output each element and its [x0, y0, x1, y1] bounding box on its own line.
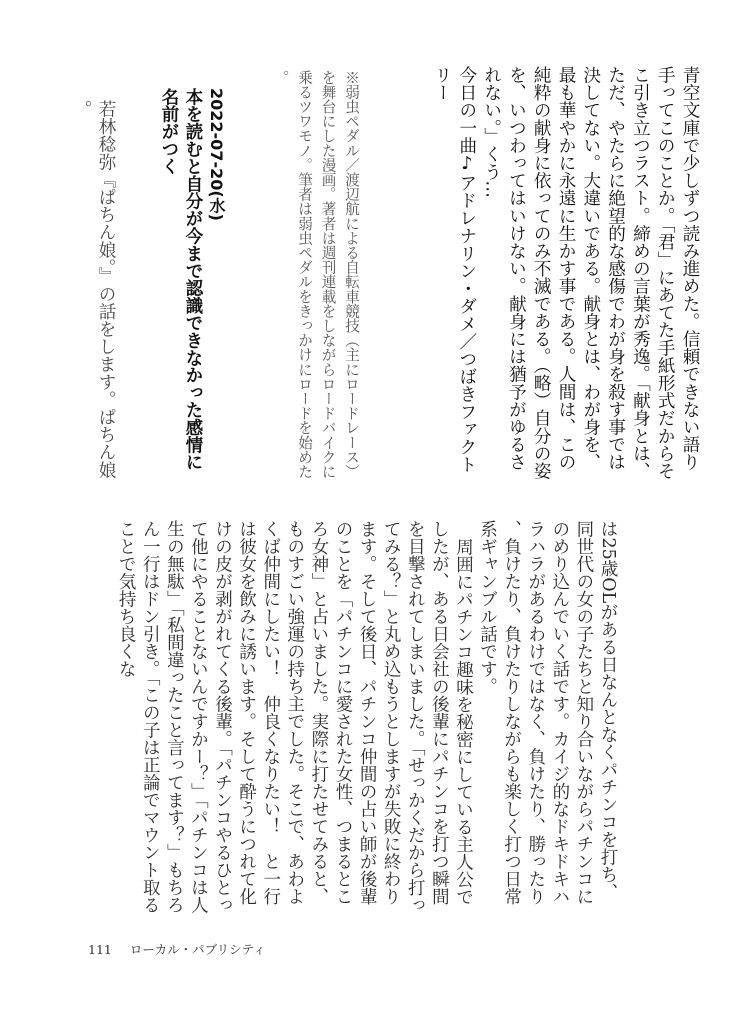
- page-number: 111: [88, 942, 112, 957]
- running-title: ローカル・パブリシティ: [129, 942, 266, 957]
- page-footer: [88, 940, 266, 958]
- entry-intro-block: [72, 100, 118, 490]
- entry-intro: 若林稔弥『ぱちん娘。』の話をします。ぱちん娘。: [72, 100, 116, 479]
- bottom-essay-paragraph: 周囲にパチンコ趣味を秘密にしている主人公でしたが、ある日会社の後輩にパチンコを打つ瞬間を目撃されてしまいました。「せっかくだから打ってみる？」と丸め込もうとしますが失敗に終わります。そして後日、パチンコ仲間の占い師が後輩のことを「パチンコに愛された女性、つまるところ女神」と占いました。実際に打たせてみると、ものすごい強運の持ち主でした。そこで、あわよくば仲間にしたい！ 仲良くなりたい！ と一行は彼女を飲みに誘います。そして酔うにつれて化けの皮が剥がれてくる後輩。「パチンコやるひとって他にやることないんですかー？」「パチンコは人生の無駄」「私間違ったこと言ってます？」もちろん一行はドン引き。「この子は正論でマウント取ることで気持ち良くな: [116, 520, 474, 914]
- top-essay-paragraph: 青空文庫で少しずつ読み進めた。信頼できない語り手ってこのことか。「君」にあてた手紙形式だからそこ引き立つラスト。締めの言葉が秀逸。「献身とは、ただ、やたらに絶望的な感傷でわが身を殺す事では決してない。大違いである。献身とは、わが身を、最も華やかに永遠に生かす事である。人間は、この純粋の献身に依ってのみ不滅である。（略）自分の姿を、いつわってはいけない。献身には猶予がゆるされない。」くう…: [481, 66, 700, 480]
- entry-headline: 本を読むと自分が今まで認識できなかった感情に名前がつく: [158, 88, 202, 471]
- song-of-the-day: 今日の一曲♪アドレナリン・ダメ／つばきファクトリー: [432, 66, 477, 474]
- entry-heading: [148, 88, 228, 488]
- footnote-text: ※弱虫ペダル／渡辺航による自転車競技（主にロードレース）を舞台にした漫画。著者は週刊連載をしながらロードバイクに乗るツワモノ。筆者は弱虫ペダルをきっかけにロードを始めた。: [272, 70, 360, 479]
- footnote-block: [272, 70, 363, 490]
- bottom-essay-block: [116, 520, 620, 918]
- entry-date: 2022-07-20(水): [207, 88, 226, 221]
- top-essay-block: [432, 66, 702, 488]
- bottom-essay-paragraph: は25歳OLがある日なんとなくパチンコを打ち、同世代の女の子たちと知り合いながらパチンコにのめり込んでいく話です。カイジ的なドキドキハラハラがあるわけではなく、負けたり、勝ったり、負けたり、負けたりしながらも楽しく打つ日常系ギャンブル話です。: [477, 520, 618, 905]
